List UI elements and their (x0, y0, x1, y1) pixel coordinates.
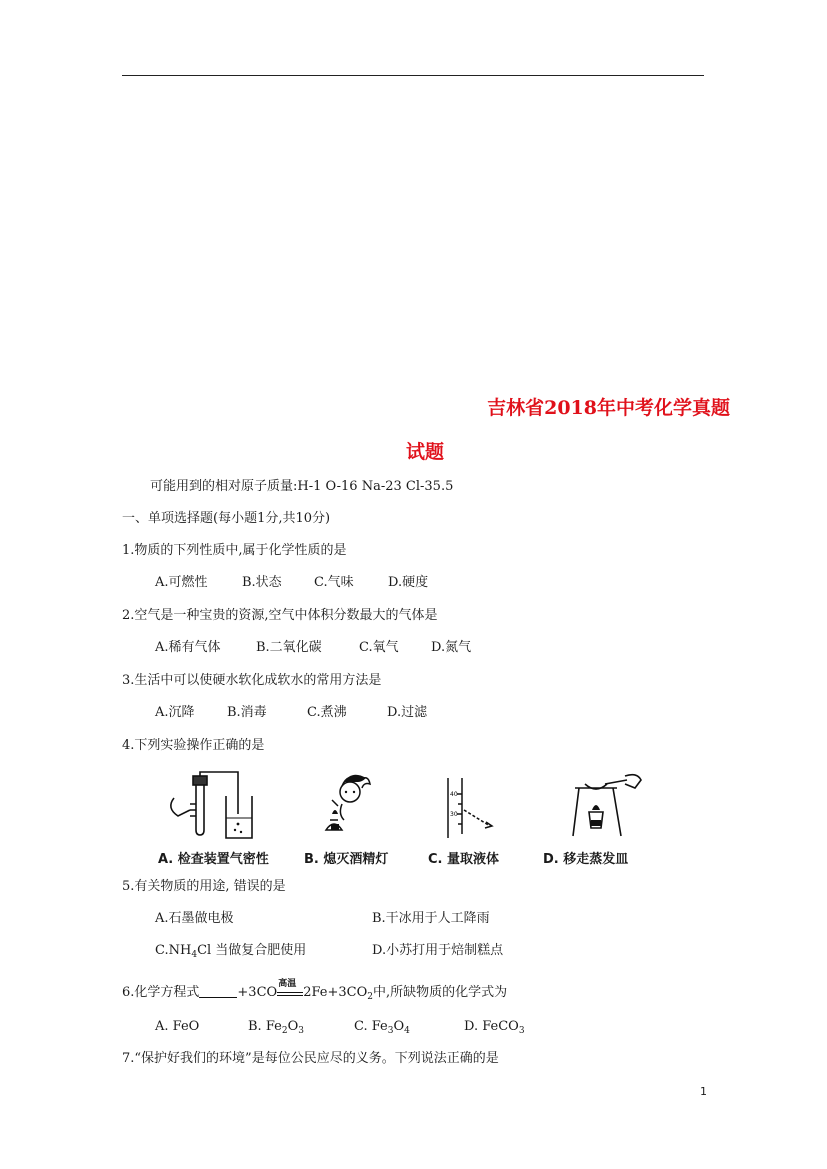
q5-option-a: A.石墨做电极 (155, 911, 234, 926)
question-1: 1.物质的下列性质中,属于化学性质的是 (122, 543, 347, 558)
question-6: 6.化学方程式 +3CO 高温 $2Fe+3CO_2$中,所缺物质的化学式为 (122, 979, 508, 1002)
question-5: 5.有关物质的用途, 错误的是 (122, 879, 286, 894)
q5-option-d: D.小苏打用于焙制糕点 (372, 943, 504, 958)
q2-option-b: B.二氧化碳 (256, 640, 322, 655)
reaction-condition: 高温 (277, 985, 303, 1001)
question-7: 7.“保护好我们的环境”是每位公民应尽的义务。下列说法正确的是 (122, 1051, 499, 1066)
q3-option-c: C.煮沸 (307, 705, 347, 720)
figure-airtightness-check (160, 768, 260, 843)
q1-option-c: C.气味 (314, 575, 354, 590)
q3-option-a: A.沉降 (155, 705, 195, 720)
q4-caption-b: B. 熄灭酒精灯 (304, 852, 389, 867)
q3-option-d: D.过滤 (387, 705, 428, 720)
q6-option-c: C. $Fe_3O_4$ (354, 1019, 410, 1036)
figure-alcohol-lamp (318, 770, 378, 842)
q5-option-b: B.干冰用于人工降雨 (372, 911, 490, 926)
q6-option-d: D. FeCO$_3$ (464, 1019, 525, 1036)
q5-option-c: $C.NH_4Cl$ 当做复合肥使用 (155, 943, 307, 960)
figure-measuring-cylinder (440, 778, 510, 840)
q2-option-a: A.稀有气体 (155, 640, 221, 655)
q1-option-d: D.硬度 (388, 575, 429, 590)
cylinder-tick-30: 30 (450, 811, 458, 818)
q2-option-d: D.氮气 (431, 640, 472, 655)
answer-blank (199, 985, 237, 998)
page-title: 吉林省2018年中考化学真题 (487, 397, 730, 419)
q1-option-a: A.可燃性 (155, 575, 208, 590)
cylinder-tick-40: 40 (450, 791, 458, 798)
q6-option-a: A. FeO (155, 1019, 200, 1034)
question-4: 4.下列实验操作正确的是 (122, 738, 265, 753)
figure-evaporating-dish (565, 770, 647, 840)
section-heading: 一、单项选择题(每小题1分,共10分) (122, 511, 331, 526)
page-title-continued: 试题 (406, 441, 445, 463)
question-3: 3.生活中可以使硬水软化成软水的常用方法是 (122, 673, 382, 688)
header-rule (122, 75, 704, 76)
q4-caption-d: D. 移走蒸发皿 (543, 852, 629, 867)
q2-option-c: C.氧气 (359, 640, 399, 655)
page-number: 1 (700, 1085, 707, 1098)
q3-option-b: B.消毒 (227, 705, 267, 720)
q1-option-b: B.状态 (242, 575, 282, 590)
question-2: 2.空气是一种宝贵的资源,空气中体积分数最大的气体是 (122, 608, 438, 623)
q4-caption-a: A. 检查装置气密性 (158, 852, 269, 867)
intro-atomic-masses: 可能用到的相对原子质量:H-1 O-16 Na-23 Cl-35.5 (150, 479, 454, 494)
q4-caption-c: C. 量取液体 (428, 852, 500, 867)
q6-option-b: B. $Fe_2O_3$ (248, 1019, 304, 1036)
